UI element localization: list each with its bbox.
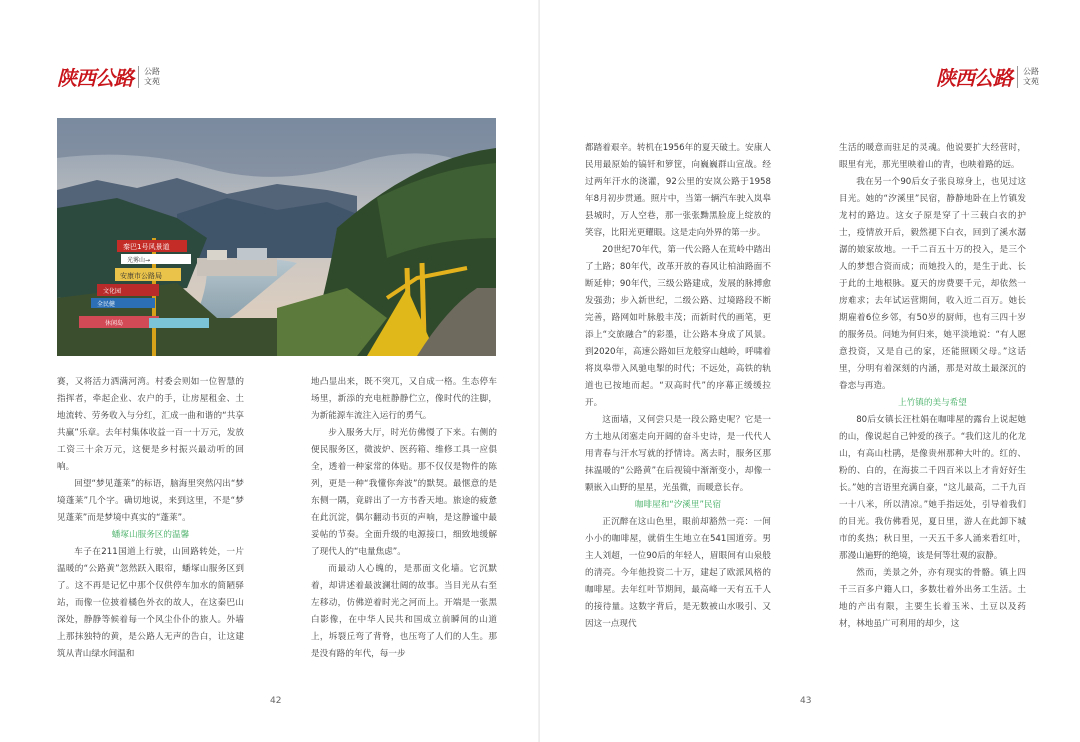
sign-arrow-2: 安康市公路局 bbox=[120, 272, 162, 280]
paragraph: 赛，又将活力洒满河湾。村委会则如一位智慧的指挥者，牵起企业、农户的手，让房屋租金、土地流转、劳务收入与分红，汇成一曲和谐的“共享共赢”乐章。去年村集体收益一百一十万元，发放工资三十余万元，这便是乡村振兴最动听的回响。 bbox=[57, 377, 244, 472]
right-column-2 bbox=[839, 140, 1026, 633]
paragraph: 而最动人心魄的，是那面文化墙。它沉默着，却讲述着最波澜壮阔的故事。当目光从右至左移动，仿佛逆着时光之河而上。开端是一张黑白影像，在中华人民共和国成立前瞬间的山道上，坼裂丘弯了背脊，也压弯了人们的人生。那是没有路的年代，每一步 bbox=[311, 564, 497, 659]
paragraph: 回望“梦见蓬莱”的标语，脑海里突然闪出“梦境蓬莱”几个字。确切地说，来到这里，不是“梦见蓬莱”而是梦境中真实的“蓬莱”。 bbox=[57, 479, 244, 523]
sign-arrow-5: 休闲岛 bbox=[105, 320, 124, 327]
page-number-left: 42 bbox=[270, 696, 282, 706]
logo-mark: 陕西公路 bbox=[936, 66, 1012, 90]
paragraph: 生活的暖意而驻足的灵魂。他说要扩大经营时，眼里有光，那光里映着山的青，也映着路的远。 bbox=[839, 143, 1026, 170]
section-heading: 上竹镇的美与希望 bbox=[898, 398, 967, 408]
section-heading: 蟠塚山服务区的温馨 bbox=[111, 530, 190, 540]
paragraph: 地凸显出来，既不突兀，又自成一格。生态停车场里，新添的充电桩静静伫立，像时代的注脚，为新能源车流注入运行的勇气。 bbox=[311, 377, 497, 421]
logo-mark: 陕西公路 bbox=[57, 66, 133, 90]
sign-arrow-3: 文化园 bbox=[103, 288, 122, 295]
magazine-logo bbox=[936, 62, 1039, 91]
paragraph: 我在另一个90后女子张良琼身上，也见过这目光。她的“汐溪里”民宿，静静地卧在上竹镇发龙村的路边。这女子原是穿了十三载白衣的护士，疫情放开后，毅然褪下白衣，回到了溪水潺潺的娘家故地。一千二百五十万的投入，是三个人的梦想合资而成；而她投入的，是生于此、长于此的土地根脉。夏天的房费要千元，却依然一房难求；去年试运营期间，收入近二百万。她长期雇着6位乡邻，有50岁的厨师，也有三四十岁的服务员。问她为何归来，她平淡地说：“有人愿意投资，又是自己的家，还能照顾父母。”这话里，分明有着深刻的内涵，那是对故土最深沉的眷恋与再造。 bbox=[839, 177, 1026, 391]
paragraph: 这面墙，又何尝只是一段公路史呢？它是一方土地从闭塞走向开阔的奋斗史诗，是一代代人用青春与汗水写就的抒情诗。离去时，服务区那抹温暖的“公路黄”在后视镜中渐渐变小，却像一颗嵌入山野的星星，光虽微，而暖意长存。 bbox=[585, 415, 771, 493]
paragraph: 80后女镇长汪杜娟在咖啡屋的露台上说起她的山，像说起自己钟爱的孩子。“我们这儿的化龙山，有高山杜鹃，是像贵州那种大叶的。红的、粉的、白的，在海拔二千四百米以上才肯好好生长。”她的言语里充满自豪，“这儿最高，二千九百一十八米，所以清凉。”她手指远处，引导着我们的目光。我仿佛看见，夏日里，游人在此卸下城市的炙热；秋日里，一天五千多人涌来看红叶，那漫山遍野的绝境，该是何等壮观的寂静。 bbox=[839, 415, 1026, 561]
left-column-1 bbox=[57, 374, 244, 663]
section-heading: 咖啡屋和“汐溪里”民宿 bbox=[634, 500, 722, 510]
paragraph: 然而，美景之外，亦有现实的骨骼。镇上四千三百多户籍人口，多数壮着外出务工生活。土地的产出有限，主要生长着玉米、土豆以及药材，林地虽广可利用的却少，这 bbox=[839, 568, 1026, 629]
paragraph: 步入服务大厅，时光仿佛慢了下来。右侧的便民服务区，微波炉、医药箱、维修工具一应俱全，透着一种家常的体贴。那不仅仅是物件的陈列，更是一种“我懂你奔波”的默契。最惬意的是东侧一隅，竟辟出了一方书香天地。旅途的疲惫在此沉淀，偶尔翻动书页的声响，是这静谧中最妥帖的节奏。全面升级的电源接口，细致地缓解了现代人的“电量焦虑”。 bbox=[311, 428, 497, 557]
paragraph: 20世纪70年代，第一代公路人在荒岭中踏出了土路；80年代，改革开放的春风让柏油路面不断延伸；90年代，三级公路建成，发展的脉搏愈发强劲；步入新世纪，二级公路、过境路段不断完善，路网如叶脉般丰茂；而新时代的画笔，更添上“交旅融合”的彩墨，让公路本身成了风景。到2020年，高速公路如巨龙般穿山越岭，呼啸着将岚皋带入风驰电掣的时代；不远处，高铁的轨道也已按地而起。“双高时代”的序幕正缓缓拉开。 bbox=[585, 245, 771, 408]
logo-divider bbox=[1017, 66, 1018, 88]
right-column-1 bbox=[585, 140, 771, 633]
logo-divider bbox=[138, 66, 139, 88]
sign-top-text: 秦巴1号风景道 bbox=[123, 243, 170, 251]
left-column-2 bbox=[311, 374, 497, 663]
paragraph: 车子在211国道上行驶，山回路转处，一片温暖的“公路黄”忽然跃入眼帘，蟠塚山服务区到了。这不再是记忆中那个仅供停车加水的简陋驿站，而像一位披着橘色外衣的故人，在这秦巴山深处，静静等候着每一个风尘仆仆的旅人。外墙上那抹独特的黄，是公路人无声的告白，让这建筑从青山绿水间温和 bbox=[57, 547, 244, 659]
logo-subtitle: 公路 文苑 bbox=[1023, 66, 1039, 86]
logo-subtitle: 公路 文苑 bbox=[144, 66, 160, 86]
paragraph: 都踏着艰辛。转机在1956年的夏天破土。安康人民用最原始的镐钎和箩筐，向巍巍群山宣战。经过两年汗水的浇灌，92公里的安岚公路于1958年8月初步贯通。照片中，当第一辆汽车驶入岚皋县城时，万人空巷，那一张张黝黑脸庞上绽放的笑容，比阳光更耀眼。这是走向外界的第一步。 bbox=[585, 143, 771, 238]
right-page bbox=[540, 0, 1080, 742]
sign-arrow-4: 全民健 bbox=[97, 301, 116, 308]
page-number-right: 43 bbox=[800, 696, 812, 706]
landscape-photo bbox=[57, 118, 496, 356]
paragraph: 正沉醉在这山色里，眼前却豁然一亮：一间小小的咖啡屋，就俏生生地立在541国道旁。男主人刘超，一位90后的年轻人，眉眼间有山泉般的清亮。今年他投资二十万，建起了欧派风格的咖啡屋。去年红叶节期间，最高峰一天有五千人的接待量。这数字背后，是无数被山水吸引、又因这一点现代 bbox=[585, 517, 771, 629]
sign-arrow-1: 光雾山→ bbox=[127, 257, 151, 264]
magazine-logo bbox=[57, 62, 160, 91]
